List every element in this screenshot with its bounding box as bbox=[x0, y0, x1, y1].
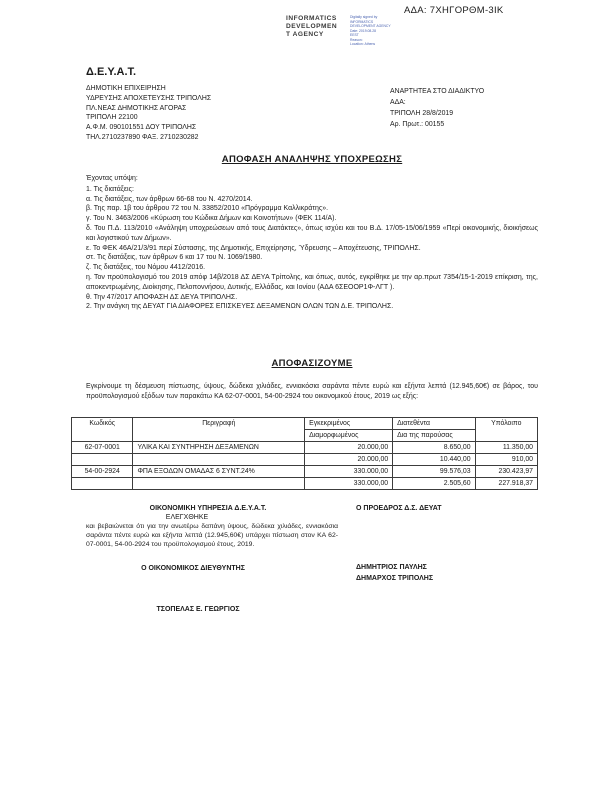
provision-item: ζ. Τις διατάξεις, του Νόμου 4412/2016. bbox=[86, 264, 206, 272]
table-cell-disposed: 99.576,03 bbox=[393, 465, 475, 477]
org-line: ΥΔΡΕΥΣΗΣ ΑΠΟΧΕΤΕΥΣΗΣ ΤΡΙΠΟΛΗΣ bbox=[86, 94, 212, 102]
ada-code: ΑΔΑ: 7ΧΗΓΟΡΘΜ-3ΙΚ bbox=[404, 5, 504, 16]
stamp-signature-details bbox=[350, 15, 420, 47]
table-cell-approved: 330.000,00 bbox=[305, 477, 393, 489]
verification-paragraph: και βεβαιώνεται ότι για την ανωτέρω δαπάνη ύψους, δώδεκα χιλιάδες, εννιακόσια σαράντα πέντε ευρώ και εξήντα λεπτά (12.945,60€) υπάρχει πίστωση στον ΚΑ 62-07-0001, 54-00-2924 του προϋπολογισμού έτους, 2019. bbox=[86, 522, 338, 549]
budget-table bbox=[71, 417, 538, 490]
stamp-detail-line: Location: Athens bbox=[350, 42, 376, 46]
table-cell-approved: 20.000,00 bbox=[305, 453, 393, 465]
mayor-signature-block bbox=[356, 562, 538, 584]
digital-signature-stamp bbox=[286, 15, 420, 47]
provision-item: 2. Την ανάγκη της ΔΕΥΑΤ ΓΙΑ ΔΙΑΦΟΡΕΣ ΕΠΙΣΚΕΥΕΣ ΔΕΞΑΜΕΝΩΝ ΟΛΩΝ ΤΩΝ Δ.Ε. ΤΡΙΠΟΛΗΣ. bbox=[86, 303, 394, 311]
protocol-number: Αρ. Πρωτ.: 00155 bbox=[390, 121, 445, 128]
table-row bbox=[72, 453, 538, 465]
president-heading: Ο ΠΡΟΕΔΡΟΣ Δ.Σ. ΔΕΥΑΤ bbox=[356, 504, 442, 512]
table-cell-balance: 910,00 bbox=[475, 453, 537, 465]
stamp-agency-line: INFORMATICS bbox=[286, 15, 337, 22]
provision-item: η. Τον προϋπολογισμό του 2019 απόφ 14β/2018 ΔΣ ΔΕΥΑ Τρίπολης, και όπως, αυτός, εγκρίθηκε με την αρ.πρωτ 7354/15-1-2019 επίκριση, της, αποκεντρωμένης, Διοίκησης, Πελοποννήσου, Δυτικής, Ελλάδας, και Ιονίου (ΑΔΑ 6ΣΕΟΟΡ1Φ-ΛΓΤ ). bbox=[86, 273, 538, 291]
provision-item: γ. Του Ν. 3463/2006 «Κύρωση του Κώδικα Δήμων και Κοινοτήτων» (ΦΕΚ 114/Α). bbox=[86, 215, 337, 223]
table-cell-description: ΥΛΙΚΑ ΚΑΙ ΣΥΝΤΗΡΗΣΗ ΔΕΞΑΜΕΝΩΝ bbox=[133, 441, 305, 453]
provision-item: β. Της παρ. 1β του άρθρου 72 του Ν. 33852/2010 «Πρόγραμμα Καλλικράτης». bbox=[86, 205, 329, 213]
table-header-disposed: Διατεθέντα bbox=[393, 417, 475, 429]
table-row bbox=[72, 465, 538, 477]
finance-director-title: Ο ΟΙΚΟΝΟΜΙΚΟΣ ΔΙΕΥΘΥΝΤΗΣ bbox=[141, 564, 245, 572]
document-body bbox=[86, 154, 538, 613]
table-cell-disposed: 2.505,60 bbox=[393, 477, 475, 489]
table-cell-code bbox=[72, 453, 133, 465]
decision-heading: ΑΠΟΦΑΣΙΖΟΥΜΕ bbox=[271, 358, 353, 370]
table-header-disposed-sub: Δια της παρούσας bbox=[393, 429, 475, 441]
provision-item: α. Τις διατάξεις, των άρθρων 66-68 του Ν. 4270/2014. bbox=[86, 195, 253, 203]
stamp-detail-line: Reason: bbox=[350, 37, 363, 42]
provision-item: θ. Την 47/2017 ΑΠΟΦΑΣΗ ΔΣ ΔΕΥΑ ΤΡΙΠΟΛΗΣ. bbox=[86, 293, 238, 301]
ada-label: ΑΔΑ: bbox=[390, 99, 406, 106]
finance-service-heading: ΟΙΚΟΝΟΜΙΚΗ ΥΠΗΡΕΣΙΑ Δ.Ε.Υ.Α.Τ. bbox=[149, 504, 267, 512]
city-date: ΤΡΙΠΟΛΗ 28/8/2019 bbox=[390, 110, 454, 117]
provision-item: ε. Το ΦΕΚ 46Α/21/3/91 περί Σύστασης, της Δημοτικής, Επιχείρησης, Ύδρευσης – Αποχέτευσης, ΤΡΙΠΟΛΗΣ. bbox=[86, 244, 421, 252]
org-line: ΤΗΛ.2710237890 ΦΑΞ. 2710230282 bbox=[86, 133, 199, 141]
table-cell-approved: 20.000,00 bbox=[305, 441, 393, 453]
signature-left-column bbox=[86, 505, 348, 613]
preamble: Έχοντας υπόψη: bbox=[86, 175, 138, 182]
stamp-agency-line: T AGENCY bbox=[286, 31, 324, 39]
table-row bbox=[72, 441, 538, 453]
org-line: ΔΗΜΟΤΙΚΗ ΕΠΙΧΕΙΡΗΣΗ bbox=[86, 85, 166, 92]
table-header-approved-sub: Διαμορφωμένος bbox=[305, 429, 393, 441]
provision-item: στ. Τις διατάξεις, των άρθρων 6 και 17 του Ν. 1069/1980. bbox=[86, 254, 263, 262]
stamp-detail-line: EEST bbox=[350, 33, 359, 37]
table-cell-description: ΦΠΑ ΕΞΟΔΩΝ ΟΜΑΔΑΣ 6 ΣΥΝΤ.24% bbox=[133, 465, 305, 477]
table-cell-code: 54-00-2924 bbox=[72, 465, 133, 477]
document-title: ΑΠΟΦΑΣΗ ΑΝΑΛΗΨΗΣ ΥΠΟΧΡΕΩΣΗΣ bbox=[221, 154, 403, 165]
stamp-detail-line: Date: 2019.08.28 bbox=[350, 28, 377, 33]
table-cell-approved: 330.000,00 bbox=[305, 465, 393, 477]
table-cell-code: 62-07-0001 bbox=[72, 441, 133, 453]
table-cell-disposed: 8.650,00 bbox=[393, 441, 475, 453]
stamp-detail-line: Digitally signed by bbox=[350, 15, 378, 19]
right-header bbox=[390, 86, 484, 130]
mayor-name: ΔΗΜΗΤΡΙΟΣ ΠΑΥΛΗΣ bbox=[356, 563, 427, 571]
provision-item: 1. Τις διατάξεις: bbox=[86, 185, 134, 193]
org-line: ΤΡΙΠΟΛΗ 22100 bbox=[86, 114, 138, 122]
provision-item: δ. Του Π.Δ. 113/2010 «Ανάληψη υποχρεώσεων από τους Διατάκτες», όπως ισχύει και του Β.Δ. 17/05-15/06/1959 «Περί οικονομικής, διοικήσεως και λογιστικού των Δήμων». bbox=[86, 224, 538, 242]
checked-label: ΕΛΕΓΧΘΗΚΕ bbox=[165, 513, 209, 521]
table-header-balance: Υπόλοιπο bbox=[475, 417, 537, 441]
org-name: Δ.Ε.Υ.Α.Τ. bbox=[86, 66, 137, 78]
stamp-detail-line: DEVELOPMENT AGENCY bbox=[350, 24, 391, 28]
table-header-description: Περιγραφή bbox=[133, 417, 305, 441]
stamp-agency-line: DEVELOPMEN bbox=[286, 23, 338, 31]
table-cell-description bbox=[133, 453, 305, 465]
org-line: Α.Φ.Μ. 090101551 ΔΟΥ ΤΡΙΠΟΛΗΣ bbox=[86, 124, 197, 132]
publish-notice: ΑΝΑΡΤΗΤΕΑ ΣΤΟ ΔΙΑΔΙΚΤΥΟ bbox=[390, 88, 485, 95]
table-cell-disposed: 10.440,00 bbox=[393, 453, 475, 465]
stamp-agency-name bbox=[286, 15, 344, 47]
org-line: ΠΛ.ΝΕΑΣ ΔΗΜΟΤΙΚΗΣ ΑΓΟΡΑΣ bbox=[86, 104, 187, 112]
signature-right-column bbox=[352, 505, 538, 613]
stamp-detail-line: INFORMATICS bbox=[350, 19, 374, 24]
decision-paragraph: Εγκρίνουμε τη δέσμευση πίστωσης, ύψους, δώδεκα χιλιάδες, εννιακόσια σαράντα πέντε ευρώ και εξήντα λεπτά (12.945,60€) σε βάρος, του προϋπολογισμού εξόδων των παρακάτω ΚΑ 62-07-0001, 54-00-2924 του οικονομικού έτους, 2019 ως εξής: bbox=[86, 383, 538, 400]
table-cell-code bbox=[72, 477, 133, 489]
table-cell-balance: 230.423,97 bbox=[475, 465, 537, 477]
table-cell-balance: 227.918,37 bbox=[475, 477, 537, 489]
table-cell-balance: 11.350,00 bbox=[475, 441, 537, 453]
mayor-title: ΔΗΜΑΡΧΟΣ ΤΡΙΠΟΛΗΣ bbox=[356, 574, 434, 582]
table-header-code: Κωδικός bbox=[72, 417, 133, 441]
table-header-approved: Εγκεκριμένος bbox=[305, 417, 393, 429]
table-row bbox=[72, 477, 538, 489]
table-cell-description bbox=[133, 477, 305, 489]
signature-section bbox=[86, 505, 538, 613]
finance-director-name: ΤΣΟΠΕΛΑΣ Ε. ΓΕΩΡΓΙΟΣ bbox=[156, 605, 240, 613]
org-header bbox=[86, 66, 211, 143]
